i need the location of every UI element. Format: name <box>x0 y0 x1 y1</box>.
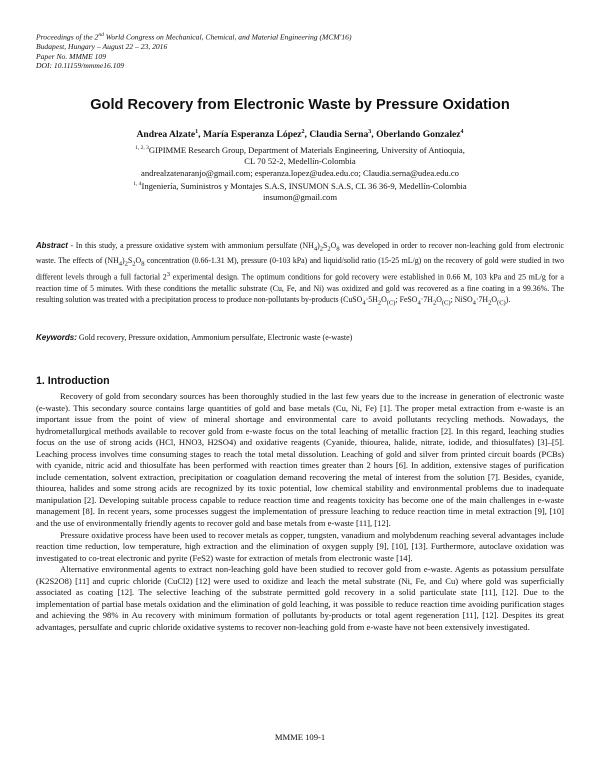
paragraph: Pressure oxidative process have been used to recover metals as copper, tungsten, vanadium and molybdenum reaching several advantages include reaction time reduction, low temperature, high extraction and the elimination of oxygen supply [9], [10], [13]. Furthermore, autoclave oxidation was investigated to co-treat electronic and pyrite (FeS2) waste for extraction of metals from electronic waste [14]. <box>36 529 564 563</box>
paragraph: Recovery of gold from secondary sources has been thoroughly studied in the last few years due to the increase in generation of electronic waste (e-waste). This secondary source contains large quantities of gold and base metals (Cu, Ni, Fe) [1]. The proper metal extraction from e-waste is an important issue from the point of view of mineral shortage and environmental care to avoid pollutants recycling methods. Nowadays, the hydrometallurgical methods available to recover gold from e-waste focus on the total leaching of metallic fraction [2]. In this regard, leaching studies focus on the use of strong acids (HCl, HNO3, H2SO4) and oxidative reagents (Cyanide, thiourea, halide, nitrate, iodide, and thiosulfates) [3]–[5]. Leaching process involves time consuming stages to reach the total metal dissolution. Leaching of gold and silver from printed circuit boards (PCBs) with cyanide, nitric acid and thiosulfate has been performed with reaction times greater than 2 hours [6]. In addition, extensive stages of purification include cementation, solvent extraction, precipitation or coagulation demand recovering the metal of interest from the solution [7]. Besides, cyanide, thiourea, halides and some strong acids are recognized by its toxic potential, low chemical stability and environmental problems due to inadequate manipulation [2]. Developing suitable process capable to reduce reaction time and reagents toxicity has become one of the main challenges in e-waste management [8]. In recent years, some processes suggest the implementation of pressure leaching to reduce reaction time in metal extraction [9], [10] and the use of environmentally friendly agents to recover gold and base metals from e-waste [11], [12]. <box>36 391 564 529</box>
header-line-proceedings: Proceedings of the 2nd World Congress on Mechanical, Chemical, and Material Engineering (MCM'16) <box>36 32 352 42</box>
affiliations <box>0 143 600 204</box>
affiliation-line: CL 70 52-2, Medellín-Colombia <box>244 156 356 167</box>
proceedings-header <box>36 31 456 71</box>
affiliation-line: $^{1, 2, 3}$GIPIMME Research Group, Department of Materials Engineering, University of Antioquia, <box>135 144 465 155</box>
introduction-body <box>36 391 564 633</box>
abstract: Abstract - In this study, a pressure oxidative system with ammonium persulfate $(NH_4)_2S_2O_8$ was developed in order to recover non-leaching gold from electronic waste. The effects of $(NH_4)_2S_2O_8$ concentration (0.66-1.31 M), pressure (0-103 kPa) and liquid/solid ratio (15-25 mL/g) on the recovery of gold were studied in two different levels through a full factorial $2^3$ experimental design. The optimum conditions for gold recovery were established in 0.66 M, 103 kPa and 25 mL/g for a reaction time of 5 minutes. With these conditions the metallic substrate (Cu, Fe, and Ni) was oxidized and gold was recovered as a fine coating in a 99.36%. The resulting solution was treated with a precipitation process to produce non-pollutants by-products ($CuSO_4\cdot 5H_2O_{(C)}$; $FeSO_4\cdot 7H_2O_{(C)}$; $NiSO_4\cdot 7H_2O_{(C)}$). <box>36 241 564 307</box>
keywords: Keywords: Gold recovery, Pressure oxidation, Ammonium persulfate, Electronic waste (e-waste) <box>36 333 353 342</box>
page-footer: MMME 109-1 <box>274 732 326 742</box>
header-line-location: Budapest, Hungary – August 22 – 23, 2016 <box>36 42 168 52</box>
paper-title: Gold Recovery from Electronic Waste by Pressure Oxidation <box>90 97 510 113</box>
header-line-doi: DOI: 10.11159/mmme16.109 <box>36 61 125 71</box>
abstract-label: Abstract <box>36 241 68 250</box>
affiliation-email: insumon@gmail.com <box>262 192 338 203</box>
keywords-label: Keywords: <box>36 333 77 342</box>
section-heading: 1. Introduction <box>36 375 110 387</box>
header-line-paper-no: Paper No. MMME 109 <box>36 51 107 61</box>
paragraph: Alternative environmental agents to extract non-leaching gold have been studied to recover gold from e-waste. Agents as potassium persulfate (K2S2O8) [11] and cupric chloride (CuCl2) [12] were used to oxidize and leach the metal substrate (Ni, Fe, and Cu) where gold was superficially associated as coating [12]. The selective leaching of the substrate permitted gold recovery in a solid particulate state [11], [12]. Due to the implementation of partial base metals oxidation and the elimination of gold leaching, it was possible to reduce reaction time avoiding purification stages and achieving the 98% in Au recovery with minimum formation of pollutants by-products or total agent regeneration [11], [12]. Despites its great advantages, persulfate and cupric chloride oxidative systems to recover non-leaching gold from e-waste have not been extensively investigated. <box>36 564 564 632</box>
author-list: Andrea Alzate$^1$, María Esperanza López$^2$, Claudia Serna$^3$, Oberlando Gonzalez$^4$ <box>136 129 464 141</box>
affiliation-line: $^{1, 4}$Ingeniería, Suministros y Montajes S.A.S, INSUMON S.A.S, CL 36 36-9, Medellín-Colombia <box>133 180 467 191</box>
affiliation-emails: andrealzatenaranjo@gmail.com; esperanza.lopez@udea.edu.co; Claudia.serna@udea.edu.co <box>141 167 459 178</box>
